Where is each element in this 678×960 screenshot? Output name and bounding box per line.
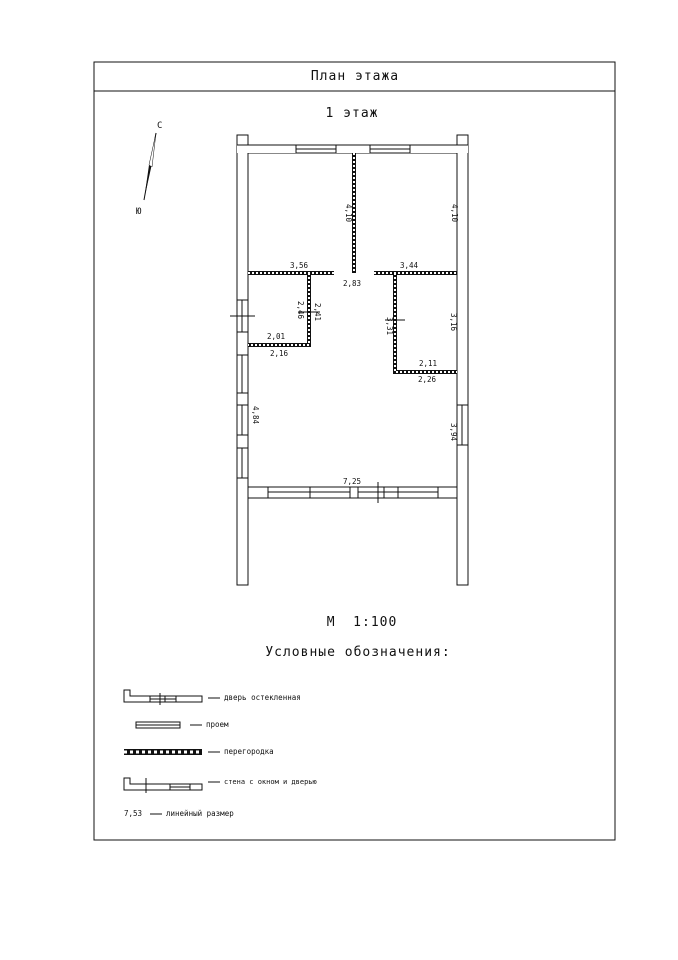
- dim-closet-width-a: 2,11: [418, 359, 438, 368]
- window-bottom-2: [310, 487, 350, 498]
- scale-label: М 1:100: [326, 615, 398, 630]
- window-top-right: [370, 145, 410, 153]
- dim-room-tl-height: 4,10: [344, 203, 353, 223]
- legend-dimension-label: линейный размер: [166, 809, 234, 818]
- glazed-door-bottom: [358, 482, 398, 503]
- dim-bath-height-a: 2,46: [296, 300, 305, 320]
- window-top-left: [296, 145, 336, 153]
- window-left-hall-1: [237, 355, 248, 393]
- legend-title: Условные обозначения:: [265, 645, 451, 660]
- dim-corridor-width: 2,83: [342, 279, 362, 288]
- legend-glazed-door-symbol: [124, 690, 202, 705]
- dim-hall-right-height: 3,94: [449, 422, 458, 442]
- dim-hall-left-height: 4,84: [251, 405, 260, 425]
- top-wall: [237, 145, 468, 153]
- sheet-title: План этажа: [310, 69, 400, 84]
- legend: [124, 690, 317, 818]
- window-left-bath: [230, 300, 255, 332]
- window-left-hall-3: [237, 448, 248, 478]
- legend-glazed-door-label: дверь остекленная: [224, 693, 301, 702]
- window-left-hall-2: [237, 405, 248, 435]
- legend-opening-symbol: [136, 722, 180, 728]
- dim-hall-width: 7,25: [342, 477, 362, 486]
- compass-arrow-icon: [144, 133, 156, 200]
- legend-wall-window-door-label: стена с окном и дверью: [224, 778, 317, 786]
- dim-closet-height-b: 3,16: [449, 312, 458, 332]
- floor-label: 1 этаж: [325, 106, 379, 121]
- window-bottom-1: [268, 487, 310, 498]
- legend-dimension-sample: 7,53: [124, 809, 143, 818]
- legend-partition-label: перегородка: [224, 747, 274, 756]
- dim-room-tl-width: 3,56: [289, 261, 309, 270]
- window-bottom-3: [398, 487, 438, 498]
- compass-north-label: С: [157, 121, 163, 131]
- dim-closet-width-b: 2,26: [417, 375, 437, 384]
- dim-bath-width-a: 2,01: [266, 332, 286, 341]
- compass-south-label: Ю: [136, 207, 142, 217]
- legend-wall-window-door-symbol: [124, 778, 202, 793]
- dim-bath-height-b: 2,41: [313, 302, 322, 322]
- dim-room-tr-height: 4,10: [450, 203, 459, 223]
- dim-bath-width-b: 2,16: [269, 349, 289, 358]
- dim-room-tr-width: 3,44: [399, 261, 419, 270]
- dim-closet-height-a: 3,31: [385, 316, 394, 336]
- legend-opening-label: проем: [206, 720, 229, 729]
